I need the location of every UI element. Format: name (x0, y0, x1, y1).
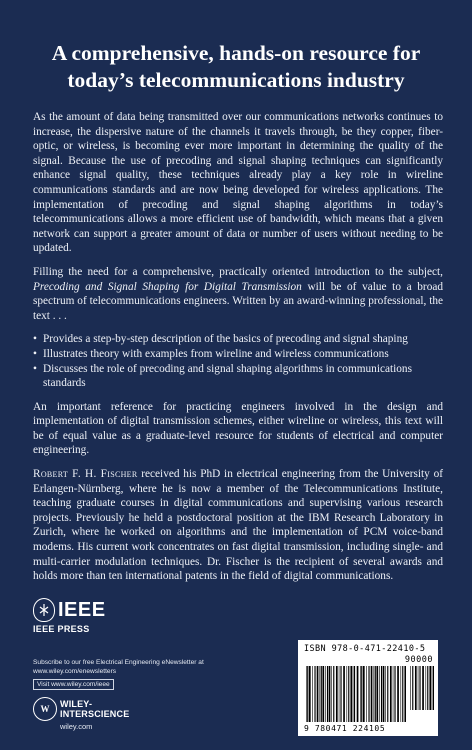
book-title: Precoding and Signal Shaping for Digital Transmission (33, 280, 302, 293)
headline-line-1: A comprehensive, hands-on resource for (51, 41, 421, 65)
barcode-bars (306, 666, 406, 722)
barcode-digits: 9 780471 224105 (304, 724, 386, 733)
ieee-logo-icon (33, 598, 55, 622)
ieee-press-label: IEEE PRESS (33, 624, 90, 634)
wiley-line-1: WILEY- (60, 699, 93, 709)
intro-paragraph: As the amount of data being transmitted over our communications networks continues to increase, the dispersive nature of the channels it travels through, be they copper, fiber-optic, or wireless, is becoming ever more important in determining the quality of the signal. Because the use of precoding and signal shaping techniques can significantly enhance signal quality, these techniques already play a key role in wireline communications standards and are now being developed for wireless applications. The implementation of precoding and signal shaping algorithms in today’s telecommunications allows a more efficient use of bandwidth, which means that a given network can support a greater amount of data or number of users without needing to be updated. (33, 111, 443, 255)
ieee-wordmark: IEEE (58, 598, 106, 621)
author-bio-paragraph (33, 467, 443, 584)
isbn-label: ISBN 978-0-471-22410-5 (304, 644, 426, 654)
price-barcode-bars (410, 666, 434, 710)
headline-line-2: today’s telecommunications industry (67, 68, 405, 92)
wiley-line-2: INTERSCIENCE (60, 709, 130, 719)
summary-end: will be of value to a broad spectrum of telecommunications engineers. Written by an award-winning professional, the text . . . (33, 280, 444, 322)
list-item: • Discusses the role of precoding and signal shaping algorithms in communications standards (33, 362, 443, 391)
summary-start: Filling the need for a comprehensive, practically oriented introduction to the subject, (33, 265, 443, 278)
price-code: 90000 (404, 655, 433, 665)
ieee-press-logo (33, 598, 123, 634)
author-bio: received his PhD in electrical engineering from the University of Erlangen-Nürnberg, where he is now a member of the Telecommunications Institute, teaching graduate courses in digital communications and supervising various research projects. Previously he held a postdoctoral position at the IBM Research Laboratory in Zurich, where he worked on algorithms and the implementation of PCM voice-band modems. His current work concentrates on fast digital transmission, including single- and multi-carrier modulation techniques. Dr. Fischer is the recipient of several awards and holds more than ten international patents in the field of digital communications. (33, 468, 443, 583)
list-item: • Illustrates theory with examples from wireline and wireless communications (33, 347, 443, 362)
summary-paragraph (33, 265, 443, 323)
wiley-url: wiley.com (60, 722, 93, 731)
wiley-emblem-icon: W (33, 697, 57, 721)
author-name: Robert F. H. Fischer (33, 468, 138, 481)
feature-list (33, 332, 443, 390)
wiley-logo (33, 697, 129, 721)
headline (0, 40, 472, 94)
newsletter-note: Subscribe to our free Electrical Engineering eNewsletter at www.wiley.com/enewsletters (33, 659, 204, 675)
description-body (33, 110, 443, 593)
barcode-panel (298, 640, 438, 736)
visit-link-box[interactable]: Visit www.wiley.com/ieee (33, 679, 114, 690)
list-item: • Provides a step-by-step description of the basics of precoding and signal shaping (33, 332, 443, 347)
audience-paragraph: An important reference for practicing engineers involved in the design and implementation of digital transmission schemes, either wireline or wireless, this text will be of equal value as a graduate-level resource for students of electrical and computer engineering. (33, 400, 443, 457)
